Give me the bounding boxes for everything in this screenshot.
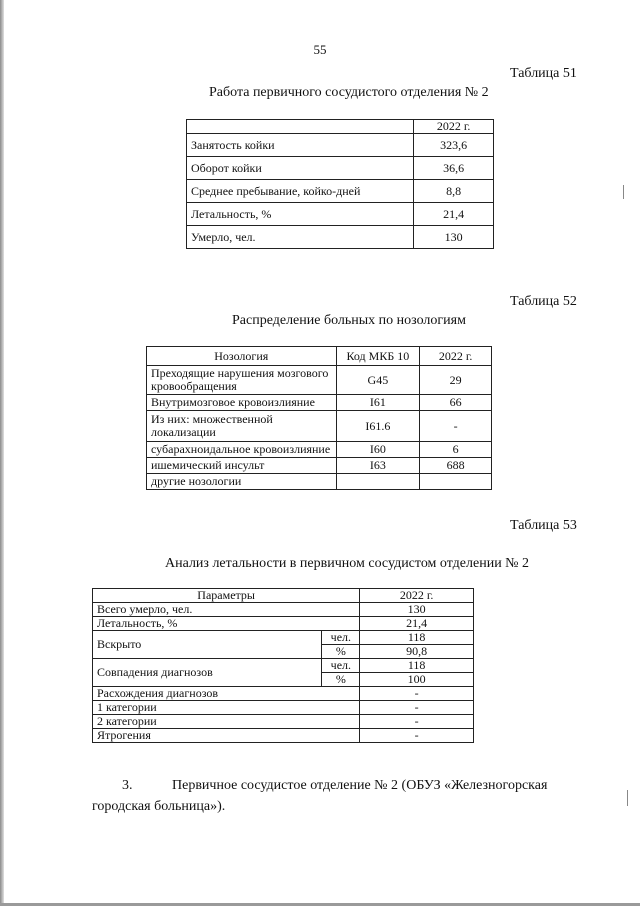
table51-empty-header <box>187 120 414 134</box>
table52-code: G45 <box>336 366 420 395</box>
table53-unit: % <box>322 673 360 687</box>
table53-caption: Таблица 53 <box>510 518 577 533</box>
table-row <box>147 395 492 411</box>
table53-value: 100 <box>360 673 474 687</box>
table-row <box>93 659 474 673</box>
section-paragraph <box>92 775 592 817</box>
table53-unit: чел. <box>322 631 360 645</box>
table51-label: Летальность, % <box>187 203 414 226</box>
table52-name: субарахноидальное кровоизлияние <box>147 442 337 458</box>
table53-label: 1 категории <box>93 701 360 715</box>
table53-value: 90,8 <box>360 645 474 659</box>
table51-label: Оборот койки <box>187 157 414 180</box>
table52-value: 6 <box>420 442 492 458</box>
table52-value <box>420 474 492 490</box>
table53-label: Совпадения диагнозов <box>93 659 322 687</box>
table53-label: Летальность, % <box>93 617 360 631</box>
table-row <box>93 603 474 617</box>
table-row <box>187 180 494 203</box>
table-row <box>147 458 492 474</box>
table53-label: 2 категории <box>93 715 360 729</box>
table-row <box>187 134 494 157</box>
table52-name: другие нозологии <box>147 474 337 490</box>
table52-code: I63 <box>336 458 420 474</box>
table52-code: I61.6 <box>336 411 420 442</box>
table53-label: Всего умерло, чел. <box>93 603 360 617</box>
table53-label: Вскрыто <box>93 631 322 659</box>
table51-value: 130 <box>414 226 494 249</box>
table53-header-year: 2022 г. <box>360 589 474 603</box>
scan-left-edge <box>0 0 4 906</box>
table51-value: 21,4 <box>414 203 494 226</box>
table53-label: Расхождения диагнозов <box>93 687 360 701</box>
table-row <box>93 729 474 743</box>
table52-header-year: 2022 г. <box>420 347 492 366</box>
table52 <box>146 346 492 490</box>
table52-name: Внутримозговое кровоизлияние <box>147 395 337 411</box>
table52-code <box>336 474 420 490</box>
table52-header-nosology: Нозология <box>147 347 337 366</box>
table51-caption: Таблица 51 <box>510 66 577 81</box>
table-row <box>147 411 492 442</box>
table52-value: 688 <box>420 458 492 474</box>
table-header-row <box>147 347 492 366</box>
table53-value: 21,4 <box>360 617 474 631</box>
table52-value: - <box>420 411 492 442</box>
table51-title: Работа первичного сосудистого отделения № 2 <box>209 85 489 100</box>
table51-label: Занятость койки <box>187 134 414 157</box>
table53-value: 130 <box>360 603 474 617</box>
table53-value: - <box>360 687 474 701</box>
table-header-row <box>93 589 474 603</box>
table-row <box>93 631 474 645</box>
table53-title: Анализ летальности в первичном сосудистом отделении № 2 <box>165 556 530 571</box>
table52-value: 66 <box>420 395 492 411</box>
table52-value: 29 <box>420 366 492 395</box>
table51 <box>186 119 494 249</box>
table53-unit: % <box>322 645 360 659</box>
scan-mark <box>623 185 624 199</box>
table-row <box>93 715 474 729</box>
table53-unit: чел. <box>322 659 360 673</box>
table52-name: Из них: множественной локализации <box>147 411 337 442</box>
table-row <box>187 120 494 134</box>
table-row <box>187 203 494 226</box>
table-row <box>187 157 494 180</box>
page-number: 55 <box>313 42 327 57</box>
table51-year-header: 2022 г. <box>414 120 494 134</box>
table-row <box>93 701 474 715</box>
table53-value: 118 <box>360 659 474 673</box>
section-text: Первичное сосудистое отделение № 2 (ОБУЗ «Железногорская городская больница»). <box>92 778 548 814</box>
table53-value: - <box>360 701 474 715</box>
table53-header-params: Параметры <box>93 589 360 603</box>
table52-name: Преходящие нарушения мозгового кровообращения <box>147 366 337 395</box>
table52-caption: Таблица 52 <box>510 294 577 309</box>
table53-value: - <box>360 715 474 729</box>
table52-code: I60 <box>336 442 420 458</box>
table-row <box>147 474 492 490</box>
table52-title: Распределение больных по нозологиям <box>232 313 466 328</box>
table51-label: Умерло, чел. <box>187 226 414 249</box>
scan-mark <box>627 790 628 806</box>
table53 <box>92 588 474 743</box>
table51-label: Среднее пребывание, койко-дней <box>187 180 414 203</box>
table-row <box>93 617 474 631</box>
table-row <box>147 442 492 458</box>
table52-name: ишемический инсульт <box>147 458 337 474</box>
table51-value: 8,8 <box>414 180 494 203</box>
table53-label: Ятрогения <box>93 729 360 743</box>
table52-code: I61 <box>336 395 420 411</box>
table51-value: 323,6 <box>414 134 494 157</box>
table-row <box>147 366 492 395</box>
table53-value: - <box>360 729 474 743</box>
table51-value: 36,6 <box>414 157 494 180</box>
table-row <box>93 687 474 701</box>
section-number: 3. <box>122 778 133 793</box>
table52-header-code: Код МКБ 10 <box>336 347 420 366</box>
table53-value: 118 <box>360 631 474 645</box>
table-row <box>187 226 494 249</box>
